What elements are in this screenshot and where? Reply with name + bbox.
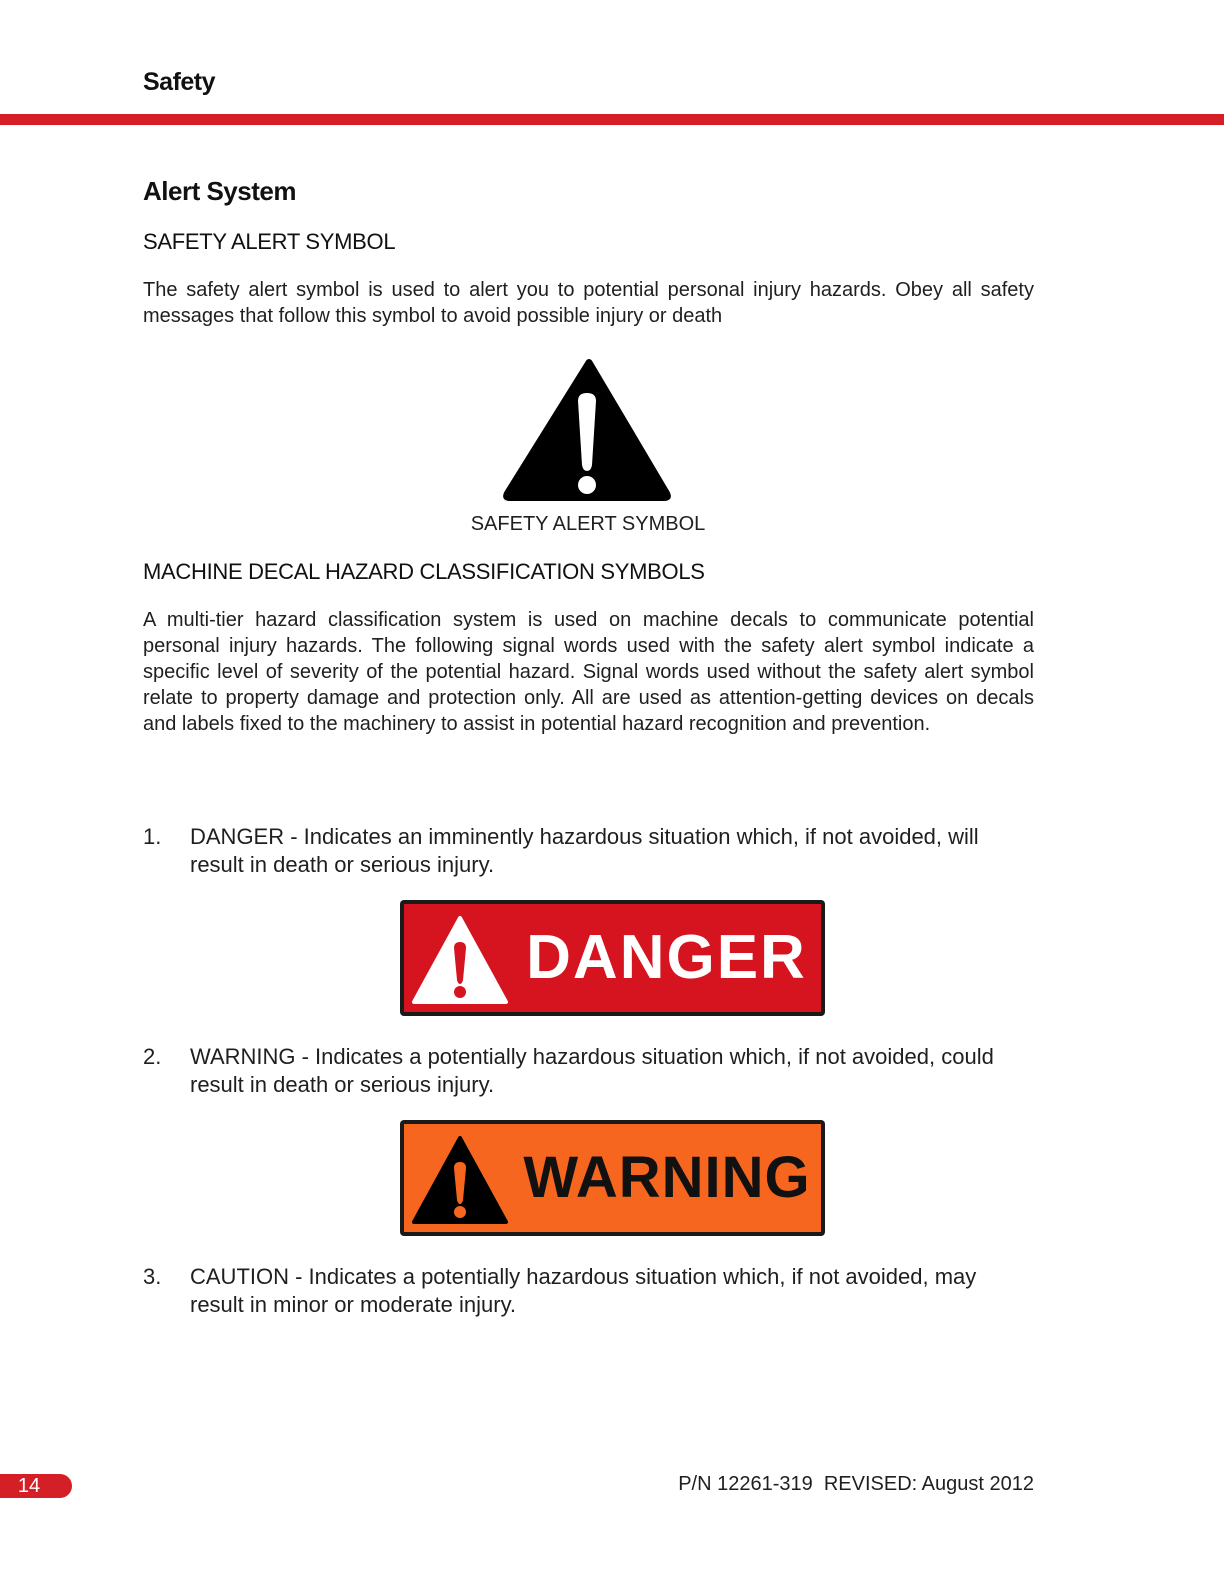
list-item-danger bbox=[143, 823, 1043, 883]
decal-classification-heading: MACHINE DECAL HAZARD CLASSIFICATION SYMBOLS bbox=[143, 559, 705, 584]
footer-revision bbox=[678, 1473, 1034, 1496]
symbol-caption: SAFETY ALERT SYMBOL bbox=[470, 513, 706, 535]
list-text: CAUTION - Indicates a potentially hazardous situation which, if not avoided, may result in minor or moderate injury. bbox=[190, 1264, 977, 1317]
warning-triangle-icon bbox=[410, 914, 510, 1006]
part-number: P/N 12261-319 bbox=[678, 1473, 813, 1495]
decal-classification-paragraph: A multi-tier hazard classification system is used on machine decals to communicate potential personal injury hazards. The following signal words used with the safety alert symbol indicate a specific level of severity of the potential hazard. Signal words used without the safety alert symbol relate to property damage and protection only. All are used as attention-getting devices on decals and labels fixed to the machinery to assist in potential hazard recognition and prevention. bbox=[143, 609, 1034, 735]
warning-decal bbox=[400, 1120, 825, 1236]
list-number: 2. bbox=[143, 1044, 162, 1069]
revised-date: REVISED: August 2012 bbox=[823, 1473, 1034, 1495]
warning-decal-word: WARNING bbox=[523, 1145, 811, 1210]
list-text: DANGER - Indicates an imminently hazardous situation which, if not avoided, will result in death or serious injury. bbox=[190, 824, 979, 877]
safety-alert-heading: SAFETY ALERT SYMBOL bbox=[143, 229, 396, 254]
list-number: 3. bbox=[143, 1264, 162, 1289]
list-item-caution bbox=[143, 1263, 1043, 1323]
safety-alert-paragraph: The safety alert symbol is used to alert you to potential personal injury hazards. Obey all safety messages that follow this symbol to avoid possible injury or death bbox=[143, 279, 1034, 327]
list-item-warning bbox=[143, 1043, 1043, 1103]
page-number: 14 bbox=[17, 1475, 41, 1497]
page-title: Alert System bbox=[143, 176, 296, 206]
page-number-tab bbox=[0, 1474, 72, 1498]
list-text: WARNING - Indicates a potentially hazardous situation which, if not avoided, could result in death or serious injury. bbox=[190, 1044, 994, 1097]
danger-decal bbox=[400, 900, 825, 1016]
warning-triangle-icon bbox=[410, 1134, 510, 1226]
header-rule bbox=[0, 114, 1224, 125]
danger-decal-word: DANGER bbox=[526, 923, 807, 992]
section-header: Safety bbox=[143, 68, 216, 96]
warning-triangle-icon bbox=[502, 357, 672, 503]
list-number: 1. bbox=[143, 824, 162, 849]
